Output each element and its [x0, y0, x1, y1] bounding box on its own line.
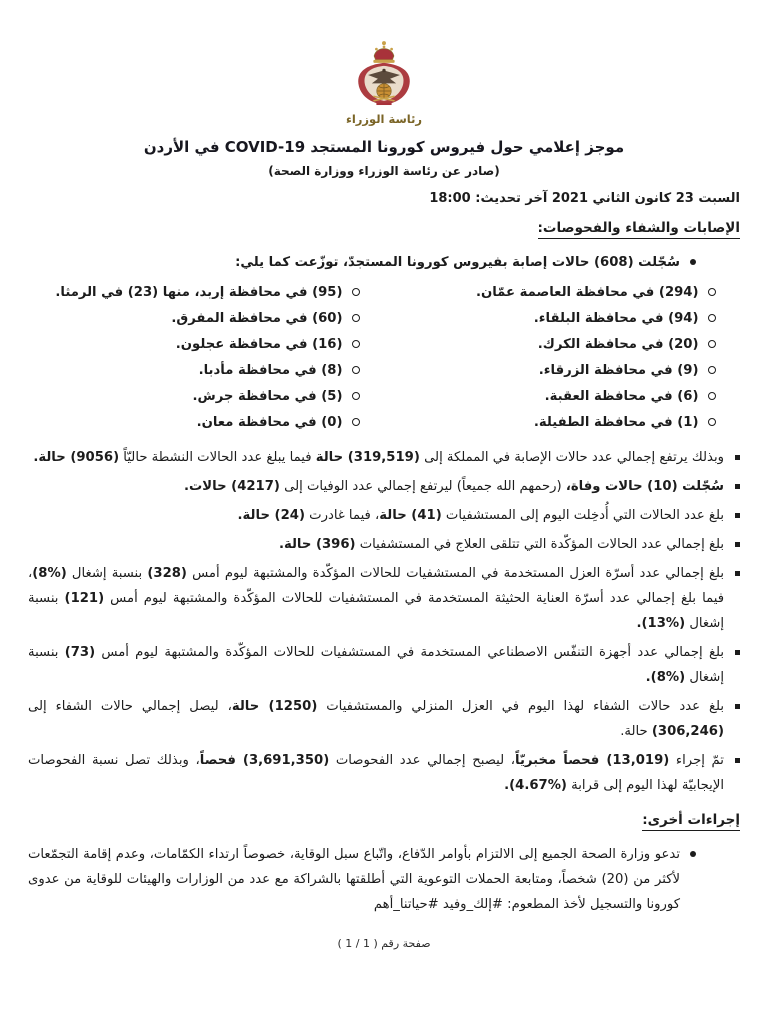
- governorate-text: (6) في محافظة العقبة.: [544, 388, 699, 404]
- governorate-item: [28, 409, 384, 435]
- governorate-list-left: [28, 279, 384, 435]
- circle-bullet-icon: [708, 366, 717, 375]
- circle-bullet-icon: [708, 418, 717, 427]
- governorate-text: (95) في محافظة إربد، منها (23) في الرمثا.: [55, 284, 343, 300]
- intro-text: سُجّلت (608) حالات إصابة بفيروس كورونا المستجدّ، توزّعت كما يلي:: [235, 255, 680, 270]
- governorate-item: [384, 331, 740, 357]
- governorate-text: (16) في محافظة عجلون.: [175, 336, 343, 352]
- square-bullet-icon: [735, 704, 740, 709]
- square-bullet-icon: [735, 484, 740, 489]
- statistic-text: سُجّلت (10) حالات وفاة، (رحمهم الله جميعاً) ليرتفع إجمالي عدد الوفيات إلى (4217) حالات.: [184, 479, 724, 494]
- square-bullet-icon: [735, 513, 740, 518]
- governorate-item: [384, 409, 740, 435]
- circle-bullet-icon: [708, 288, 717, 297]
- statistic-text: بلغ عدد حالات الشفاء لهذا اليوم في العزل المنزلي والمستشفيات (1250) حالة، ليصل إجمالي حالات الشفاء إلى (306,246) حالة.: [28, 699, 724, 739]
- page-footer: صفحة رقم ( 1 / 1 ): [337, 937, 431, 950]
- date-line: السبت 23 كانون الثاني 2021 آخر تحديث: 18:00: [429, 191, 740, 206]
- governorate-list-right: [384, 279, 740, 435]
- governorate-item: [384, 279, 740, 305]
- statistic-text: بلغ عدد الحالات التي أُدخِلت اليوم إلى المستشفيات (41) حالة، فيما غادرت (24) حالة.: [237, 508, 724, 523]
- action-item: [28, 842, 740, 917]
- disc-bullet-icon: [690, 259, 696, 265]
- statistic-item: [28, 503, 740, 528]
- square-bullet-icon: [735, 542, 740, 547]
- governorate-text: (1) في محافظة الطفيلة.: [533, 414, 699, 430]
- intro-bullet-item: [28, 250, 740, 275]
- square-bullet-icon: [735, 650, 740, 655]
- action-text: تدعو وزارة الصحة الجميع إلى الالتزام بأوامر الدّفاع، واتّباع سبل الوقاية، خصوصاً ارتداء الكمّامات، وعدم إقامة التجمّعات لأكثر من (20) شخصاً، ومتابعة الحملات التوعوية التي أطلقتها بالشراكة مع عدد من الوزارات والهيئات للوقاية من عدوى كورونا والتسجيل لأخذ المطعوم: #إلك_وفيد #حياتنا_أهم: [28, 847, 680, 912]
- statistic-item: [28, 532, 740, 557]
- governorate-item: [384, 383, 740, 409]
- governorate-item: [28, 383, 384, 409]
- statistics-list: [28, 445, 740, 798]
- governorate-item: [28, 331, 384, 357]
- statistic-text: تمّ إجراء (13,019) فحصاً مخبريّاً، ليصبح إجمالي عدد الفحوصات (3,691,350) فحصاً، وبذلك تصل نسبة الفحوصات الإيجابيّة لهذا اليوم إلى قرابة (%4.67).: [28, 753, 724, 793]
- governorate-item: [384, 305, 740, 331]
- jordan-coat-of-arms-icon: [346, 40, 422, 110]
- statistic-text: وبذلك يرتفع إجمالي عدد حالات الإصابة في المملكة إلى (319,519) حالة فيما يبلغ عدد الحالات النشطة حاليّاً (9056) حالة.: [33, 450, 724, 465]
- circle-bullet-icon: [708, 314, 717, 323]
- actions-list: [28, 842, 740, 917]
- square-bullet-icon: [735, 758, 740, 763]
- statistic-text: بلغ إجمالي عدد أسرّة العزل المستخدمة في المستشفيات للحالات المؤكّدة والمشتبهة ليوم أمس (328) بنسبة إشغال (%8)، فيما بلغ إجمالي عدد أسرّة العناية الحثيثة المستخدمة في المستشفيات للحالات المؤكّدة والمشتبهة ليوم أمس (121) بنسبة إشغال (%13).: [28, 566, 725, 631]
- governorate-item: [28, 279, 384, 305]
- document-subtitle: (صادر عن رئاسة الوزراء ووزارة الصحة): [268, 164, 500, 178]
- circle-bullet-icon: [352, 288, 361, 297]
- governorate-item: [28, 357, 384, 383]
- document-page: [0, 40, 768, 950]
- governorate-text: (5) في محافظة جرش.: [192, 388, 343, 404]
- statistic-item: [28, 694, 740, 744]
- intro-list: [28, 250, 740, 275]
- square-bullet-icon: [735, 571, 740, 576]
- circle-bullet-icon: [352, 314, 361, 323]
- section-heading-actions: إجراءات أخرى:: [28, 812, 740, 831]
- circle-bullet-icon: [352, 366, 361, 375]
- section-heading-cases: الإصابات والشفاء والفحوصات:: [28, 220, 740, 239]
- emblem-block: [28, 40, 740, 126]
- emblem-caption: رئاسة الوزراء: [345, 112, 423, 126]
- circle-bullet-icon: [708, 340, 717, 349]
- governorate-text: (294) في محافظة العاصمة عمّان.: [475, 284, 699, 300]
- statistic-text: بلغ إجمالي عدد الحالات المؤكّدة التي تتلقى العلاج في المستشفيات (396) حالة.: [278, 537, 724, 552]
- statistic-item: [28, 474, 740, 499]
- circle-bullet-icon: [352, 340, 361, 349]
- statistic-item: [28, 561, 740, 636]
- disc-bullet-icon: [690, 851, 696, 857]
- governorate-text: (9) في محافظة الزرقاء.: [538, 362, 699, 378]
- document-title: موجز إعلامي حول فيروس كورونا المستجد COVID-19 في الأردن: [143, 138, 625, 156]
- governorate-text: (20) في محافظة الكرك.: [537, 336, 699, 352]
- governorate-item: [28, 305, 384, 331]
- governorate-text: (60) في محافظة المفرق.: [171, 310, 343, 326]
- statistic-item: [28, 445, 740, 470]
- governorate-columns: [28, 279, 740, 435]
- governorate-item: [384, 357, 740, 383]
- circle-bullet-icon: [352, 392, 361, 401]
- circle-bullet-icon: [708, 392, 717, 401]
- statistic-text: بلغ إجمالي عدد أجهزة التنفّس الاصطناعي المستخدمة في المستشفيات للحالات المؤكّدة والمشتبهة ليوم أمس (73) بنسبة إشغال (%8).: [28, 645, 725, 685]
- circle-bullet-icon: [352, 418, 361, 427]
- governorate-text: (0) في محافظة معان.: [196, 414, 343, 430]
- statistic-item: [28, 640, 740, 690]
- governorate-text: (8) في محافظة مأدبا.: [198, 362, 343, 378]
- governorate-text: (94) في محافظة البلقاء.: [533, 310, 699, 326]
- square-bullet-icon: [735, 455, 740, 460]
- statistic-item: [28, 748, 740, 798]
